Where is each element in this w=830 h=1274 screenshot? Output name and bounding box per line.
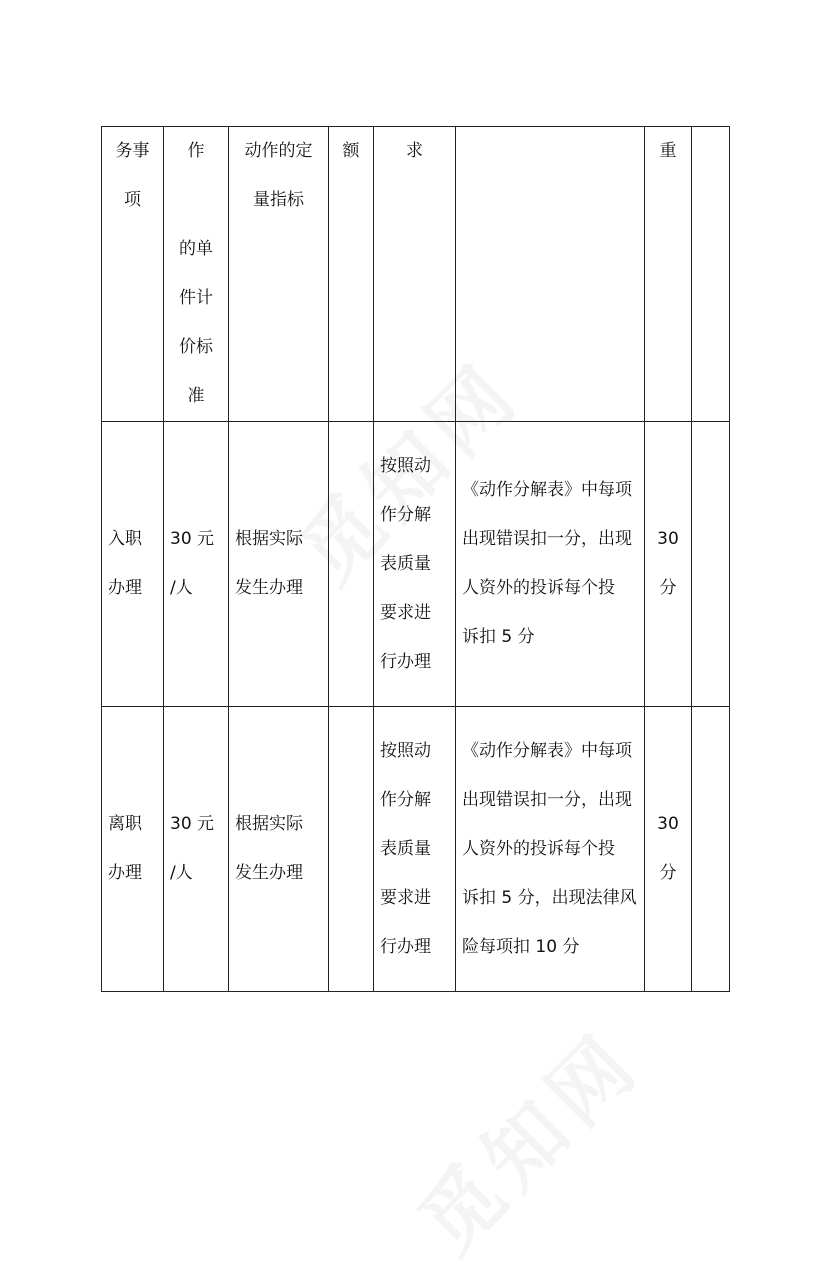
row-quota [329,707,374,992]
row-quota [329,422,374,707]
header-weight: 重 [645,127,692,422]
watermark [389,1001,661,1273]
header-extra [692,127,730,422]
row-deduction: 《动作分解表》中每项 出现错误扣一分，出现 人资外的投诉每个投 诉扣 5 分 [456,422,645,707]
row-extra [692,707,730,992]
row-price: 30 元 /人 [164,707,229,992]
assessment-table [101,126,730,992]
row-requirement: 按照动 作分解 表质量 要求进 行办理 [374,422,456,707]
table-row [102,707,730,992]
header-indicator: 动作的定 量指标 [229,127,329,422]
row-price: 30 元 /人 [164,422,229,707]
table-row [102,422,730,707]
header-unit-price: 作 的单 件计 价标 准 [164,127,229,422]
row-item: 入职 办理 [102,422,164,707]
header-requirement: 求 [374,127,456,422]
row-indicator: 根据实际 发生办理 [229,707,329,992]
row-requirement: 按照动 作分解 表质量 要求进 行办理 [374,707,456,992]
row-weight: 30 分 [645,707,692,992]
row-weight: 30 分 [645,422,692,707]
table-header-row [102,127,730,422]
row-item: 离职 办理 [102,707,164,992]
header-item: 务事 项 [102,127,164,422]
row-deduction: 《动作分解表》中每项 出现错误扣一分，出现 人资外的投诉每个投 诉扣 5 分，出现法律风 险每项扣 10 分 [456,707,645,992]
row-extra [692,422,730,707]
header-quota: 额 [329,127,374,422]
header-deduction [456,127,645,422]
row-indicator: 根据实际 发生办理 [229,422,329,707]
